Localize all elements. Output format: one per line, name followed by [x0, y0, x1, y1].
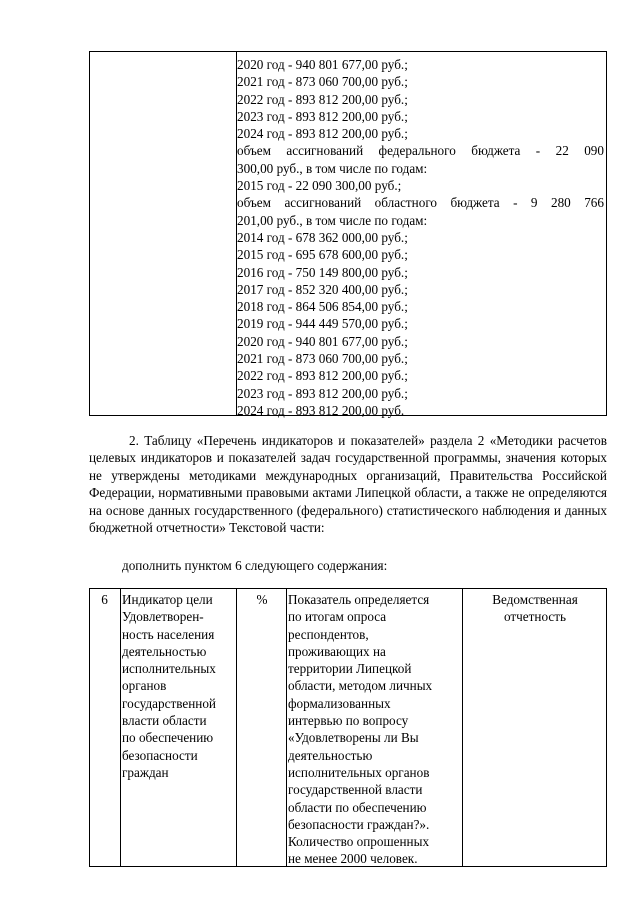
budget-line: 2024 год - 893 812 200,00 руб.; — [237, 126, 408, 142]
budget-line: 2016 год - 750 149 800,00 руб.; — [237, 264, 408, 280]
indicator-method-line: проживающих на — [288, 643, 386, 659]
indicator-name-line: граждан — [122, 764, 169, 780]
indicator-source — [464, 591, 606, 626]
indicator-method-line: безопасности граждан?». — [288, 816, 430, 832]
indicator-name-line: безопасности — [122, 747, 198, 763]
budget-line: 2018 год - 864 506 854,00 руб.; — [237, 299, 408, 315]
indicator-method-line: Показатель определяется — [288, 592, 430, 607]
budget-line: 2017 год - 852 320 400,00 руб.; — [237, 281, 408, 297]
budget-line: 2019 год - 944 449 570,00 руб.; — [237, 316, 408, 332]
column-divider — [462, 589, 463, 866]
column-divider — [236, 589, 237, 866]
budget-line: 300,00 руб., в том числе по годам: — [237, 160, 428, 176]
indicator-name-line: ность населения — [122, 626, 215, 642]
indicator-name-line: Удовлетворен- — [122, 609, 204, 625]
indicator-name-line: по обеспечению — [122, 730, 214, 746]
budget-table-right-cell — [237, 56, 604, 419]
amendment-paragraph — [89, 432, 607, 536]
indicator-method-line: государственной власти — [288, 782, 423, 798]
indicator-method-line: формализованных — [288, 695, 391, 711]
indicator-name-line: исполнительных — [122, 661, 216, 677]
indicator-name-line: власти области — [122, 713, 207, 729]
indicator-number: 6 — [101, 592, 108, 607]
budget-line: 2020 год - 940 801 677,00 руб.; — [237, 57, 408, 72]
indicator-method-line: не менее 2000 человек. — [288, 851, 418, 867]
budget-line: 2024 год - 893 812 200,00 руб. — [237, 402, 405, 418]
budget-line: 2014 год - 678 362 000,00 руб.; — [237, 229, 408, 245]
amendment-instruction: дополнить пунктом 6 следующего содержания: — [122, 558, 388, 573]
indicator-source-line: отчетность — [503, 609, 567, 625]
budget-line: 2022 год - 893 812 200,00 руб.; — [237, 91, 408, 107]
budget-line: 2020 год - 940 801 677,00 руб.; — [237, 333, 408, 349]
budget-table — [89, 51, 607, 416]
budget-line: 2022 год - 893 812 200,00 руб.; — [237, 368, 408, 384]
budget-line: 2015 год - 22 090 300,00 руб.; — [237, 178, 402, 194]
budget-line: 2021 год - 873 060 700,00 руб.; — [237, 74, 408, 90]
indicator-name-line: деятельностью — [122, 643, 207, 659]
budget-line: 201,00 руб., в том числе по годам: — [237, 212, 428, 228]
budget-line: объем ассигнований федерального бюджета - 22 090 — [237, 143, 604, 159]
indicator-name-line: государственной — [122, 695, 216, 711]
indicator-method-line: «Удовлетворены ли Вы — [288, 730, 419, 746]
budget-line: 2023 год - 893 812 200,00 руб.; — [237, 385, 408, 401]
indicator-name — [122, 591, 236, 781]
indicator-method — [288, 591, 460, 868]
indicator-table — [89, 588, 607, 867]
indicator-name-line: органов — [122, 678, 167, 694]
column-divider — [286, 589, 287, 866]
budget-line: 2015 год - 695 678 600,00 руб.; — [237, 247, 408, 263]
indicator-method-line: области по обеспечению — [288, 799, 427, 815]
indicator-method-line: области, методом личных — [288, 678, 433, 694]
indicator-method-line: респондентов, — [288, 626, 369, 642]
amendment-paragraph-text: 2. Таблицу «Перечень индикаторов и показателей» раздела 2 «Методики расчетов целевых индикаторов и показателей задач государственной программы, значения которых не утверждены методиками международных организаций, Правительства Российской Федерации, нормативными правовыми актами Липецкой области, а также не определяются на основе данных государственного (федерального) статистического наблюдения и данных бюджетной отчетности» Текстовой части: — [89, 433, 607, 536]
column-divider — [120, 589, 121, 866]
budget-table-left-cell — [90, 52, 237, 415]
budget-line: 2023 год - 893 812 200,00 руб.; — [237, 108, 408, 124]
indicator-source-line: Ведомственная — [492, 592, 578, 607]
budget-line: объем ассигнований областного бюджета - 9 280 766 — [237, 195, 604, 211]
budget-line: 2021 год - 873 060 700,00 руб.; — [237, 351, 408, 367]
indicator-method-line: территории Липецкой — [288, 661, 412, 677]
indicator-unit: % — [256, 592, 268, 607]
indicator-name-line: Индикатор цели — [122, 592, 213, 607]
indicator-method-line: исполнительных органов — [288, 764, 430, 780]
indicator-method-line: деятельностью — [288, 747, 373, 763]
indicator-method-line: Количество опрошенных — [288, 834, 430, 850]
indicator-method-line: по итогам опроса — [288, 609, 387, 625]
indicator-method-line: интервью по вопросу — [288, 713, 409, 729]
